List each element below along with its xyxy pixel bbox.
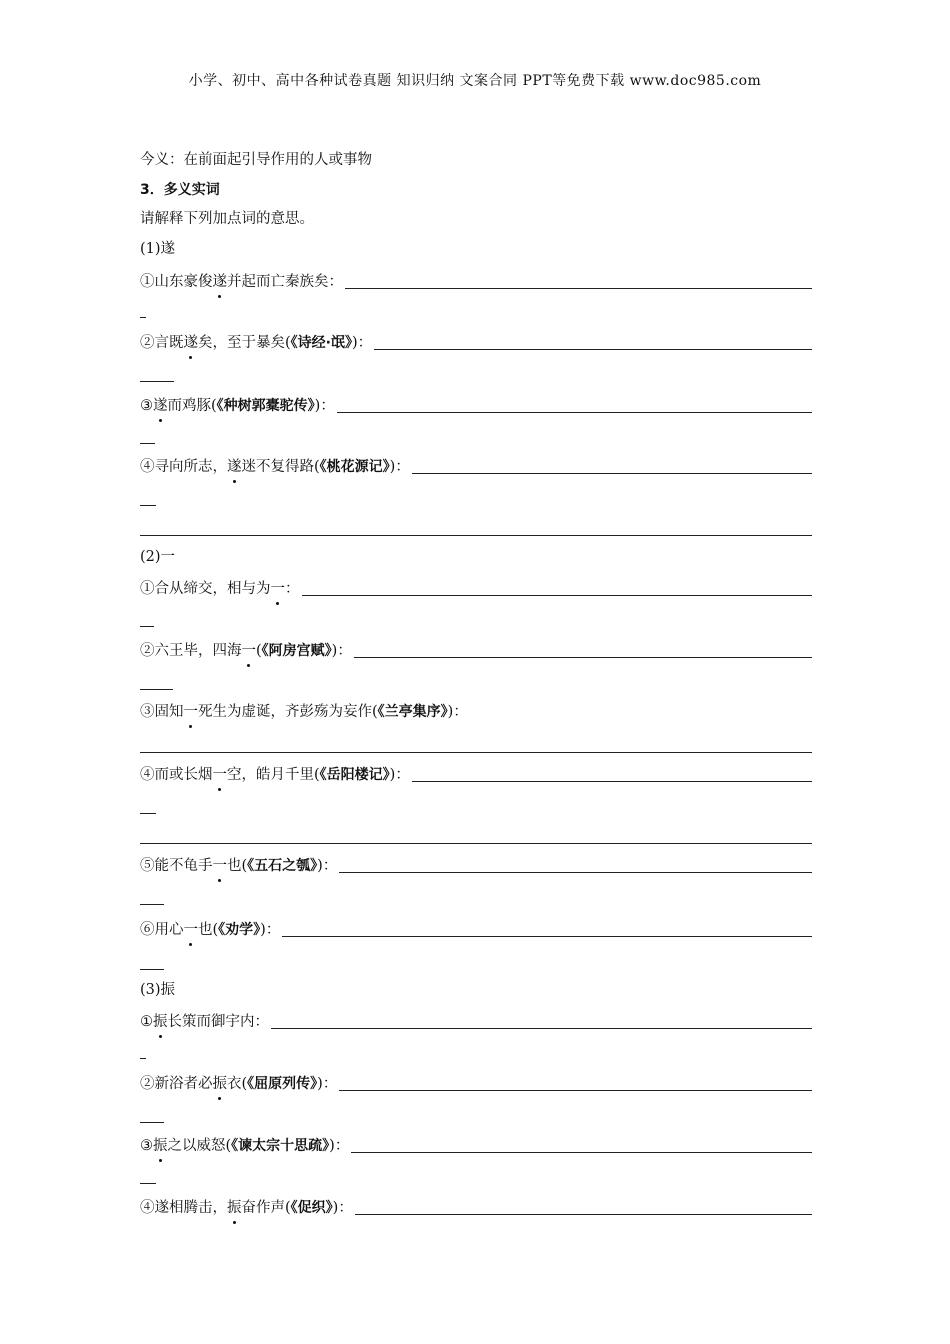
instruction-text: 请解释下列加点词的意思。	[140, 211, 314, 227]
answer-blank-continuation	[140, 381, 174, 382]
answer-blank-continuation	[140, 1122, 164, 1123]
emphasis-dot-word: 一	[212, 858, 227, 874]
source-title: 《屈原列传》	[247, 1076, 318, 1092]
question-item: ⑤能不龟手一也(《五石之瓠》)：	[140, 856, 812, 876]
emphasis-dot-word: 一	[270, 581, 285, 597]
question-item: ①合从缔交，相与为一：	[140, 579, 812, 599]
answer-rule[interactable]	[140, 535, 812, 536]
question-item: ④遂相腾击，振奋作声(《促织》)：	[140, 1198, 812, 1218]
emphasis-dot-word: 遂	[212, 274, 227, 290]
question-item: ③遂而鸡豚(《种树郭橐驼传》)：	[140, 396, 812, 416]
question-item: ③固知一死生为虚诞，齐彭殇为妄作(《兰亭集序》)：	[140, 704, 468, 720]
instruction-line	[140, 209, 812, 229]
question-item: ②言既遂矣，至于暴矣(《诗经·氓》)：	[140, 333, 812, 353]
group-title	[140, 239, 812, 259]
question-item: ④寻向所志，遂迷不复得路(《桃花源记》)：	[140, 457, 812, 477]
answer-blank[interactable]	[345, 274, 812, 289]
question-item: ⑥用心一也(《劝学》)：	[140, 920, 812, 940]
source-title: 《谏太宗十思疏》	[231, 1138, 330, 1154]
answer-blank[interactable]	[282, 922, 812, 937]
answer-blank-continuation	[140, 626, 154, 627]
page-header: 小学、初中、高中各种试卷真题 知识归纳 文案合同 PPT等免费下载 www.doc985.com	[188, 73, 762, 89]
answer-blank[interactable]	[354, 643, 812, 658]
emphasis-dot-word: 遂	[153, 398, 168, 414]
answer-blank[interactable]	[374, 335, 812, 350]
section-heading-text: 3．多义实词	[140, 182, 220, 198]
emphasis-dot-word: 一	[212, 767, 227, 783]
source-title: 《兰亭集序》	[377, 704, 448, 720]
answer-rule[interactable]	[140, 843, 812, 844]
answer-blank[interactable]	[339, 1076, 812, 1091]
group-title-text: (2)一	[140, 549, 176, 565]
jinyi-text: 今义：在前面起引导作用的人或事物	[140, 152, 372, 168]
source-title: 《岳阳楼记》	[319, 767, 390, 783]
group-title-text: (1)遂	[140, 241, 176, 257]
answer-blank-continuation	[140, 969, 164, 970]
answer-blank[interactable]	[337, 398, 812, 413]
answer-blank[interactable]	[302, 581, 813, 596]
answer-blank-continuation	[140, 443, 155, 444]
answer-blank-continuation	[140, 689, 173, 690]
jinyi-line	[140, 150, 812, 170]
source-title: 《五石之瓠》	[247, 858, 318, 874]
source-title: 《种树郭橐驼传》	[216, 398, 315, 414]
emphasis-dot-word: 一	[241, 643, 256, 659]
source-title: 《劝学》	[218, 922, 261, 938]
source-title: 《阿房宫赋》	[261, 643, 332, 659]
group-title	[140, 980, 812, 1000]
answer-blank-continuation	[140, 904, 164, 905]
answer-blank-continuation	[140, 1183, 156, 1184]
answer-blank-continuation	[140, 317, 146, 318]
answer-blank-continuation	[140, 813, 156, 814]
emphasis-dot-word: 一	[183, 922, 198, 938]
section-heading	[140, 180, 812, 200]
question-item: ②六王毕，四海一(《阿房宫赋》)：	[140, 641, 812, 661]
answer-rule[interactable]	[140, 752, 812, 753]
question-item: ①山东豪俊遂并起而亡秦族矣：	[140, 272, 812, 292]
question-item: ①振长策而御宇内：	[140, 1012, 812, 1032]
emphasis-dot-word: 一	[183, 704, 198, 720]
group-title-text: (3)振	[140, 982, 176, 998]
answer-blank[interactable]	[412, 767, 812, 782]
answer-blank-continuation	[140, 505, 156, 506]
group-title	[140, 547, 812, 567]
question-item: ③振之以威怒(《谏太宗十思疏》)：	[140, 1136, 812, 1156]
answer-blank[interactable]	[412, 459, 812, 474]
emphasis-dot-word: 遂	[227, 459, 242, 475]
emphasis-dot-word: 遂	[183, 335, 198, 351]
answer-blank[interactable]	[271, 1014, 812, 1029]
question-item: ④而或长烟一空，皓月千里(《岳阳楼记》)：	[140, 765, 812, 785]
question-item: ②新浴者必振衣(《屈原列传》)：	[140, 1074, 812, 1094]
source-title: 《桃花源记》	[319, 459, 390, 475]
answer-blank-continuation	[140, 1058, 146, 1059]
emphasis-dot-word: 振	[227, 1200, 242, 1216]
answer-blank[interactable]	[351, 1138, 812, 1153]
answer-blank[interactable]	[339, 858, 812, 873]
emphasis-dot-word: 振	[153, 1014, 168, 1030]
source-title: 《促织》	[290, 1200, 333, 1216]
source-title: 《诗经·氓》	[290, 335, 352, 351]
answer-blank[interactable]	[355, 1200, 812, 1215]
emphasis-dot-word: 振	[153, 1138, 168, 1154]
emphasis-dot-word: 振	[212, 1076, 227, 1092]
